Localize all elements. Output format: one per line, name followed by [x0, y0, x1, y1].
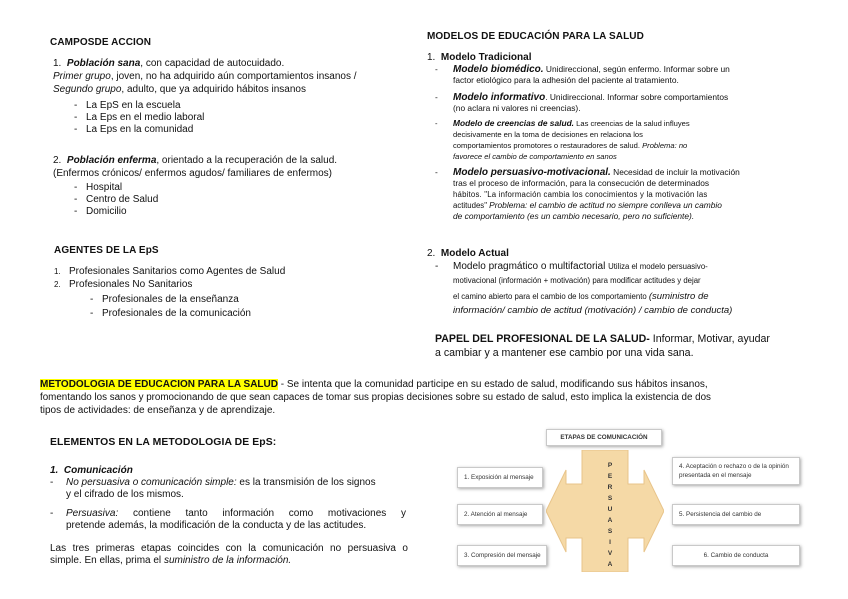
elementos-title: ELEMENTOS EN LA METODOLOGIA DE EpS:: [50, 437, 277, 448]
etapas-paragraph: Las tres primeras etapas coincides con la comunicación no persuasiva o simple. En ellas, prima el suministro de la información.: [50, 543, 408, 566]
arrow-letter: A: [607, 517, 613, 524]
agentes-sub: [102, 294, 251, 320]
modelo-creencias: - Modelo de creencias de salud. Las creencias de la salud influyes decisivamente en la toma de decisiones en relaciona los comportamientos promotores o restauradores de salud. Problema: no favorece el cambio de comportamiento en sanos: [435, 118, 690, 161]
modelo-informativo: - Modelo informativo. Unidireccional. Informar sobre comportamientos (no aclara ni valores ni creencias).: [435, 92, 729, 113]
arrow-letter: R: [607, 484, 613, 491]
agentes-item-2: 2. Profesionales No Sanitarios: [54, 279, 193, 290]
list-item: - La Eps en la comunidad: [86, 124, 204, 136]
arrow-letter: P: [607, 462, 613, 469]
item2-desc: (Enfermos crónicos/ enfermos agudos/ familiares de enfermos): [53, 168, 333, 179]
etapa-1-box: 1. Exposición al mensaje: [457, 467, 543, 488]
modelo-actual-heading: 2. Modelo Actual: [427, 248, 509, 259]
list-item: - Centro de Salud: [86, 194, 158, 206]
arrow-letter: U: [607, 506, 613, 513]
agentes-title: AGENTES DE LA EpS: [54, 245, 159, 256]
modelos-title: MODELOS DE EDUCACIÓN PARA LA SALUD: [427, 31, 644, 42]
list-item: - Domicilio: [86, 206, 158, 218]
papel-profesional: PAPEL DEL PROFESIONAL DE LA SALUD- Informar, Motivar, ayudar a cambiar y a mantener ese cambio por una vida sana.: [435, 333, 770, 359]
comunicacion-heading: 1. Comunicación: [50, 465, 133, 476]
arrow-letter: A: [607, 561, 613, 568]
comunicacion-no-persuasiva: - No persuasiva o comunicación simple: es la transmisión de los signos y el cifrado de los mismos.: [50, 477, 376, 500]
list-item: - La Eps en el medio laboral: [86, 112, 204, 124]
list-item: - Profesionales de la enseñanza: [102, 294, 251, 306]
etapa-5-box: 5. Persistencia del cambio de: [672, 504, 800, 525]
comunicacion-persuasiva: - Persuasiva: contiene tanto información como motivaciones y pretende además, la modificación de la conducta y de las actitudes.: [50, 508, 406, 531]
etapa-6-box: 6. Cambio de conducta: [672, 545, 800, 566]
etapas-title-box: ETAPAS DE COMUNICACIÓN: [546, 429, 662, 446]
item2-bullets: [86, 182, 158, 218]
agentes-item-1: 1. Profesionales Sanitarios como Agentes de Salud: [54, 266, 286, 277]
list-item: - Profesionales de la comunicación: [102, 308, 251, 320]
etapa-3-box: 3. Compresión del mensaje: [457, 545, 547, 566]
etapa-4-box: 4. Aceptación o rechazo o de la opinión presentada en el mensaje: [672, 457, 800, 485]
metodologia-paragraph: METODOLOGIA DE EDUCACION PARA LA SALUD - Se intenta que la comunidad participe en su estado de salud, modificando sus hábitos insanos, fomentando los sanos y promocionando de que sean capaces de tomar sus propias decisiones sobre su estado de salud, esto implica la existencia de dos tipos de actividades: de enseñanza y de aprendizaje.: [40, 379, 711, 416]
arrow-letter: S: [607, 528, 613, 535]
arrow-letter: I: [609, 539, 611, 546]
modelo-tradicional-heading: 1. Modelo Tradicional: [427, 52, 532, 63]
modelo-biomedico: - Modelo biomédico. Unidireccional, según enfermo. Informar sobre un factor etiológico para la adhesión del paciente al tratamiento.: [435, 64, 730, 85]
item1-line: 1. Población sana, con capacidad de autocuidado.: [53, 58, 285, 69]
arrow-letter: V: [607, 550, 613, 557]
arrow-letter: E: [607, 473, 613, 480]
item1-group-line: Primer grupo, joven, no ha adquirido aún comportamientos insanos /: [53, 71, 357, 82]
list-item: - Hospital: [86, 182, 158, 194]
persuasiva-letters: [604, 462, 616, 572]
arrow-letter: S: [607, 495, 613, 502]
item1-group-line2: Segundo grupo, adulto, que ya adquirido hábitos insanos: [53, 84, 306, 95]
list-item: - La EpS en la escuela: [86, 100, 204, 112]
item1-bullets: [86, 100, 204, 136]
metodologia-title: METODOLOGIA DE EDUCACION PARA LA SALUD: [40, 379, 278, 390]
item2-line: 2. Población enferma, orientado a la recuperación de la salud.: [53, 155, 338, 166]
modelo-persuasivo: - Modelo persuasivo-motivacional. Necesidad de incluir la motivación tras el proceso de información, para la consecución de determinados hábitos. "La información cambia los conocimientos y la motivación las actitudes" Problema: el cambio de actitud no siempre conlleva un cambio de comportamiento (es un cambio necesario, pero no suficiente).: [435, 167, 740, 221]
campos-title: CAMPOSDE ACCION: [50, 37, 152, 48]
etapa-2-box: 2. Atención al mensaje: [457, 504, 543, 525]
modelo-actual-desc: - Modelo pragmático o multifactorial Utiliza el modelo persuasivo- motivacional (información + motivación) para modificar actitudes y dejar el camino abierto para el cambio de los comportamiento (suministro de información/ cambio de actitud (motivación) / cambio de conducta): [435, 261, 733, 316]
